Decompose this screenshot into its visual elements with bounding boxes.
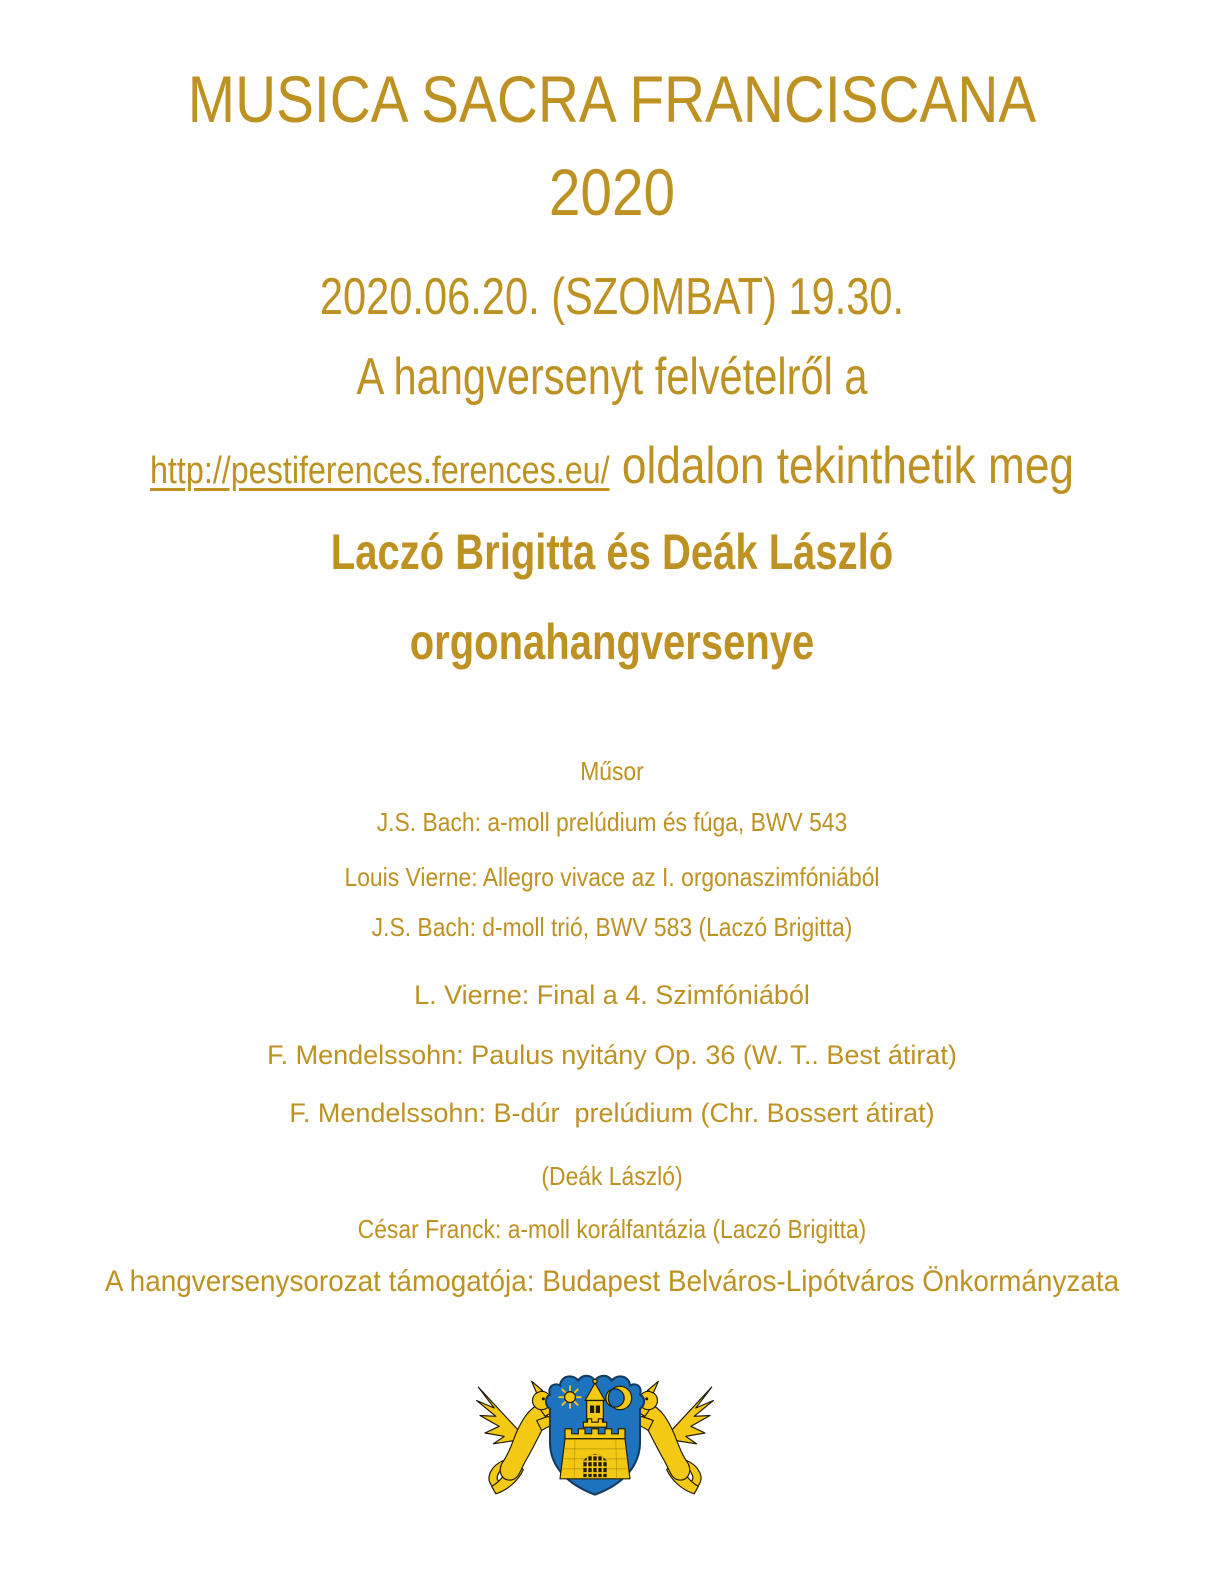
program-item: F. Mendelssohn: B-dúr prelúdium (Chr. Bossert átirat) xyxy=(289,1098,935,1128)
supporter-line: A hangversenysorozat támogatója: Budapest Belváros-Lipótváros Önkormányzata xyxy=(104,1265,1120,1298)
belvaros-lipotvaros-coat-of-arms-icon xyxy=(470,1362,720,1504)
stream-link-line xyxy=(92,437,1132,497)
program-item: César Franck: a-moll korálfantázia (Laczó Brigitta) xyxy=(357,1214,867,1244)
sun-icon xyxy=(559,1386,581,1408)
intro-line: A hangversenyt felvételről a xyxy=(356,348,868,406)
poster-title: MUSICA SACRA FRANCISCANA xyxy=(187,62,1037,136)
performers-names: Laczó Brigitta és Deák László xyxy=(330,524,894,580)
program-item: L. Vierne: Final a 4. Szimfóniából xyxy=(414,980,810,1010)
performers-subtitle: orgonahangversenye xyxy=(409,614,815,670)
coat-of-arms xyxy=(470,1362,720,1504)
program-item: (Deák László) xyxy=(541,1161,683,1191)
program-heading: Műsor xyxy=(580,756,644,786)
program-item: J.S. Bach: a-moll prelúdium és fúga, BWV 543 xyxy=(376,807,848,837)
poster-year: 2020 xyxy=(548,155,676,229)
program-item: F. Mendelssohn: Paulus nyitány Op. 36 (W. T.. Best átirat) xyxy=(267,1040,957,1070)
program-item: Louis Vierne: Allegro vivace az I. orgonaszimfóniából xyxy=(344,862,880,892)
program-item: J.S. Bach: d-moll trió, BWV 583 (Laczó Brigitta) xyxy=(371,912,853,942)
stream-link[interactable]: http://pestiferences.ferences.eu/ xyxy=(149,450,610,492)
stream-link-suffix: oldalon tekinthetik meg xyxy=(609,437,1075,495)
event-datetime: 2020.06.20. (SZOMBAT) 19.30. xyxy=(319,268,905,326)
